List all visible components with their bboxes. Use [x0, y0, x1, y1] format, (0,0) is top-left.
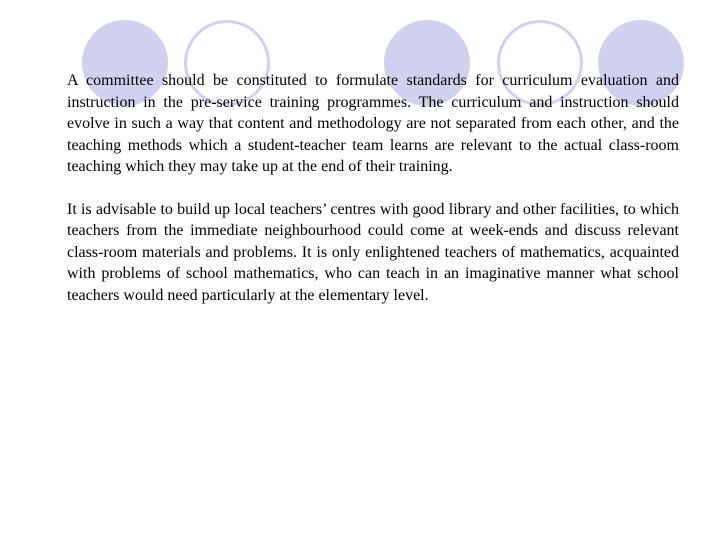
paragraph-curriculum-committee: A committee should be constituted to formulate standards for curriculum evaluation and instruction in the pre-service training programmes. The curriculum and instruction should evolve in such a way that content and methodology are not separated from each other, and the teaching methods which a student-teacher team learns are relevant to the actual class-room teaching which they may take up at the end of their training.: [67, 72, 679, 175]
slide-body: [67, 70, 679, 306]
paragraph-teachers-centres: It is advisable to build up local teachers’ centres with good library and other facilities, to which teachers from the immediate neighbourhood could come at week-ends and discuss relevant class-room materials and problems. It is only enlightened teachers of mathematics, acquainted with problems of school mathematics, who can teach in an imaginative manner what school teachers would need particularly at the elementary level.: [67, 200, 679, 304]
